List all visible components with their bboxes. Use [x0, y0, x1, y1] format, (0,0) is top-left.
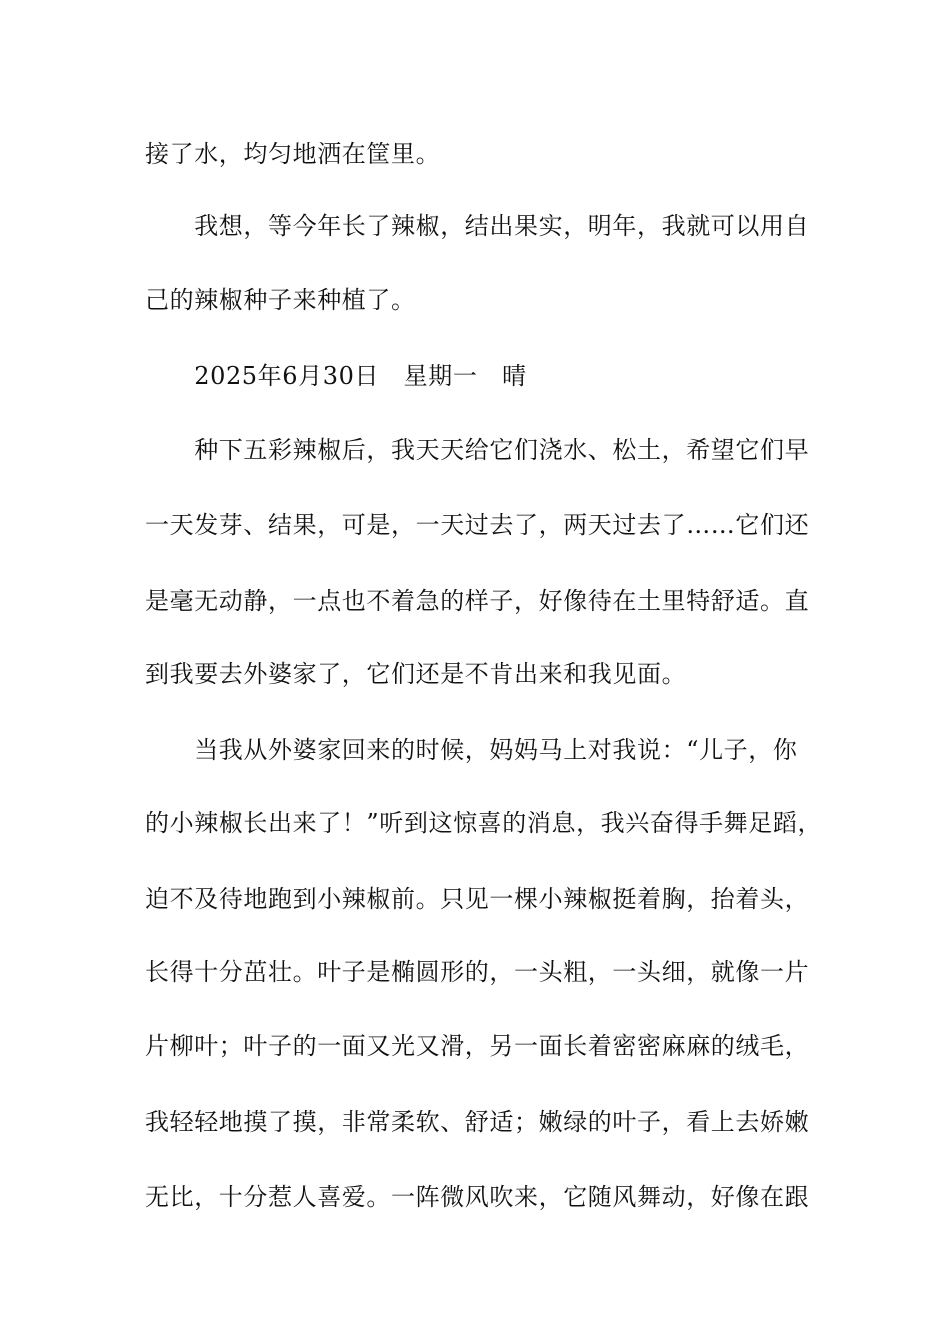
text-line: 是毫无动静，一点也不着急的样子，好像待在土里特舒适。直 — [145, 587, 810, 615]
text-line: 无比，十分惹人喜爱。一阵微风吹来，它随风舞动，好像在跟 — [145, 1183, 810, 1211]
text-line: 当我从外婆家回来的时候，妈妈马上对我说：“儿子，你 — [145, 736, 798, 764]
text-line: 接了水，均匀地洒在筐里。 — [145, 140, 441, 168]
text-line: 长得十分茁壮。叶子是椭圆形的，一头粗，一头细，就像一片 — [145, 958, 810, 986]
text-line: 己的辣椒种子来种植了。 — [145, 286, 416, 314]
text-line: 一天发芽、结果，可是，一天过去了，两天过去了……它们还 — [145, 511, 810, 539]
text-line: 我轻轻地摸了摸，非常柔软、舒适；嫩绿的叶子，看上去娇嫩 — [145, 1108, 810, 1136]
text-line: 我想，等今年长了辣椒，结出果实，明年，我就可以用自 — [145, 212, 810, 240]
text-line: 迫不及待地跑到小辣椒前。只见一棵小辣椒挺着胸，抬着头， — [145, 885, 810, 913]
text-line-date: 2025年6月30日 星期一 晴 — [145, 362, 527, 390]
text-line: 种下五彩辣椒后，我天天给它们浇水、松土，希望它们早 — [145, 436, 810, 464]
text-line: 的小辣椒长出来了！”听到这惊喜的消息，我兴奋得手舞足蹈， — [145, 809, 823, 837]
text-line: 到我要去外婆家了，它们还是不肯出来和我见面。 — [145, 660, 687, 688]
text-line: 片柳叶；叶子的一面又光又滑，另一面长着密密麻麻的绒毛， — [145, 1032, 810, 1060]
